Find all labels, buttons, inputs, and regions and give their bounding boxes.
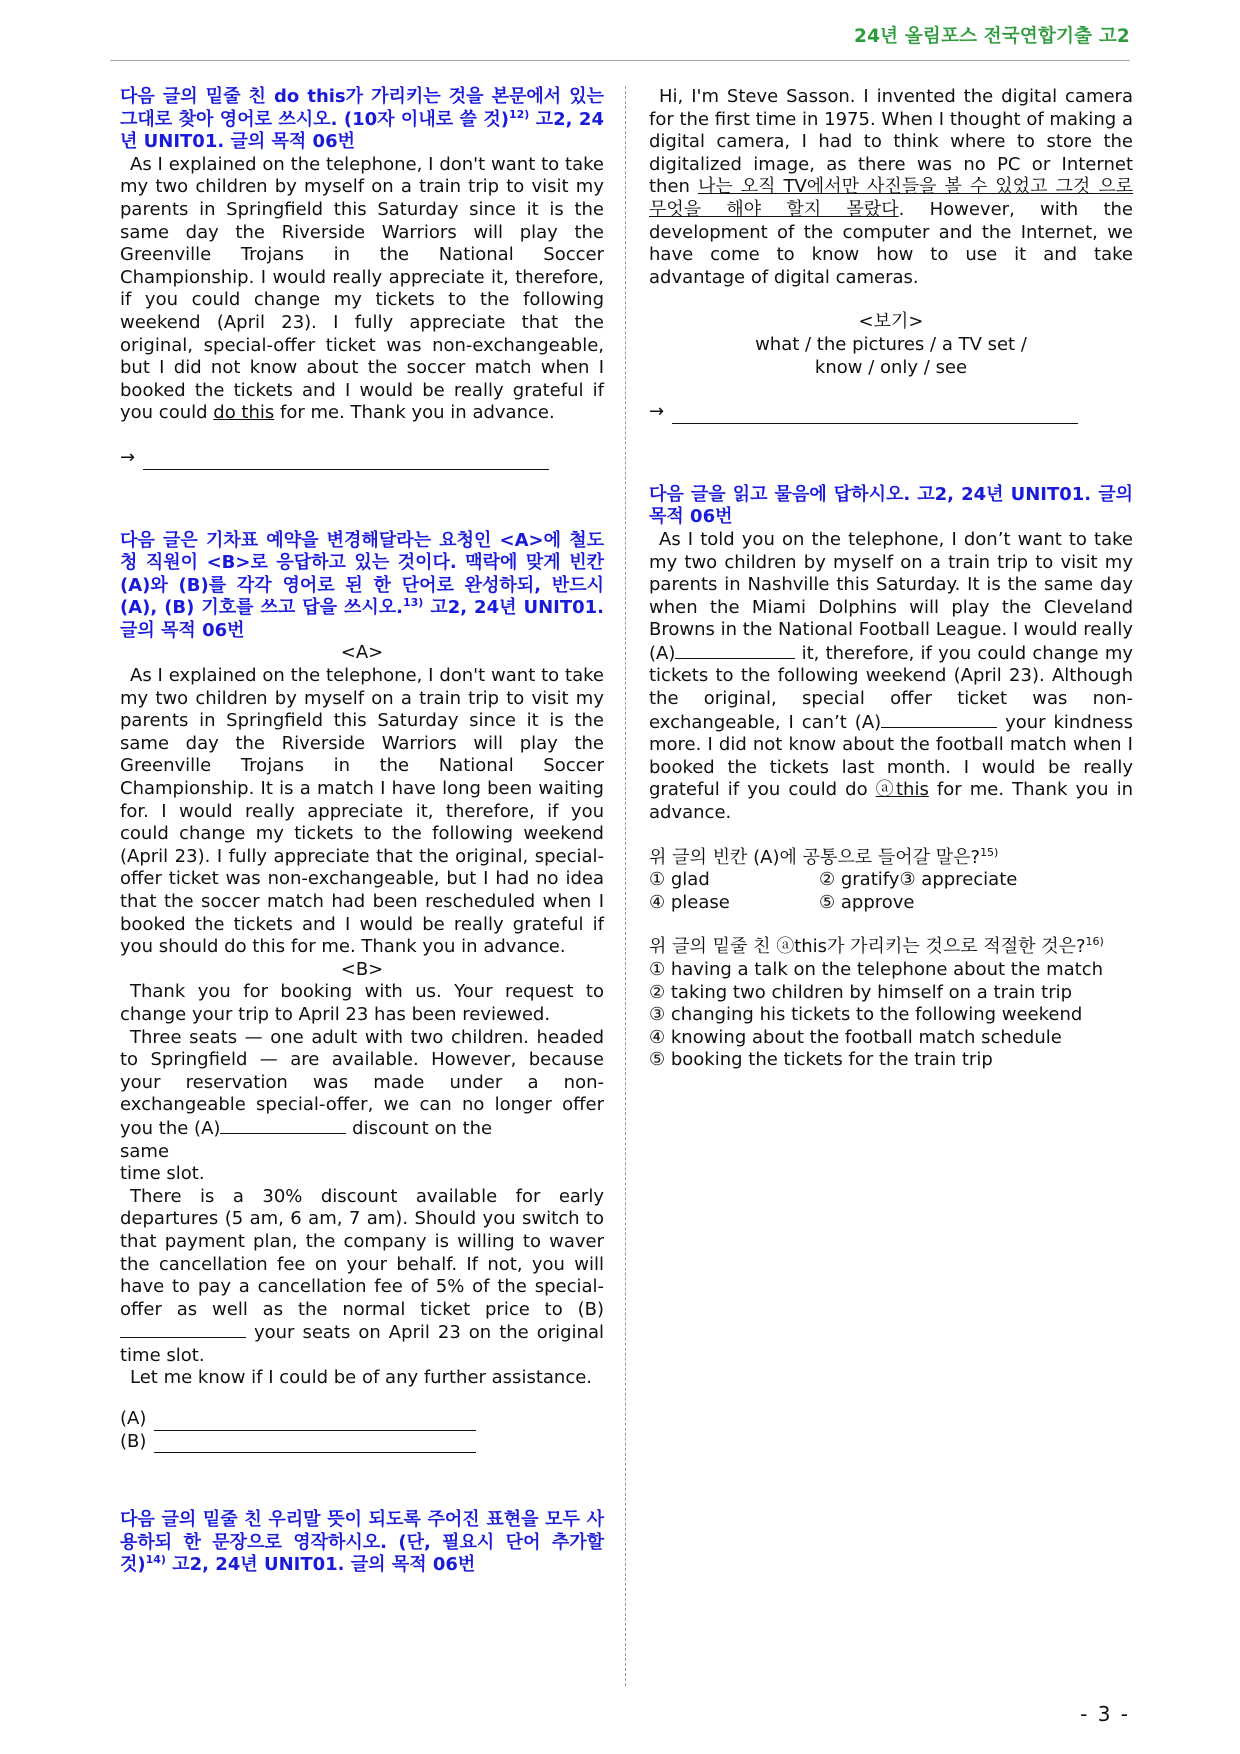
question-12-instruction: 다음 글의 밑줄 친 do this가 가리키는 것을 본문에서 있는 그대로 찾아 영어로 쓰시오. (10자 이내로 쓸 것)$^{12)}$ 고2, 24년 UNIT01. 글의 목적 06번: [120, 86, 604, 153]
option[interactable]: ② taking two children by himself on a train trip: [649, 981, 1073, 1003]
question-15-prompt: 위 글의 빈칸 (A)에 공통으로 들어갈 말은?$^{15)}$: [649, 845, 999, 868]
question-14-instruction: 다음 글의 밑줄 친 우리말 뜻이 되도록 주어진 표현을 모두 사용하되 한 문장으로 영작하시오. (단, 필요시 단어 추가할 것)$^{14)}$ 고2, 24년 UNIT01. 글의 목적 06번: [120, 1509, 604, 1576]
option[interactable]: ④ please: [649, 891, 730, 913]
question-13-answer-b[interactable]: (B): [120, 1431, 604, 1454]
blank-b: [120, 1321, 246, 1338]
footnote-marker: 13): [403, 596, 424, 610]
right-column: [649, 86, 1133, 1072]
option[interactable]: ⑤ approve: [819, 891, 915, 913]
answer-blank-a[interactable]: [154, 1416, 476, 1431]
passage-b-paragraph-3: There is a 30% discount available for early departures (5 am, 6 am, 7 am). Should you switch to that payment plan, the company is willing to waver the cancellation fee on your behalf. If not, you will have to pay a cancellation fee of 5% of the special-offer as well as the normal ticket price to (B) your seats on April 23 on the original time slot.: [120, 1185, 604, 1366]
answer-blank-b[interactable]: [154, 1438, 476, 1453]
underlined-korean-sentence: 나는 오직 TV에서만 사진들을 볼 수 있었고 그것 으로 무엇을 해야 할지 몰랐다: [649, 176, 1134, 220]
passage-a: As I explained on the telephone, I don't want to take my two children by myself on a train trip to visit my parents in Springfield this Saturday since it is the same day the Riverside Warriors will play the Greenville Trojans in the National Soccer Championship. It is a match I have long been waiting for. I would really appreciate it, therefore, if you could change my tickets to the following weekend (April 23). I fully appreciate that the original, special-offer ticket was non-exchangeable, but I had no idea that the soccer match had been rescheduled when I booked the tickets and I would be really grateful if you should do this for me. Thank you in advance.: [120, 665, 604, 958]
footnote-marker: 14): [145, 1553, 166, 1567]
question-14-answer-line[interactable]: [649, 401, 1133, 424]
column-divider: [625, 86, 626, 1686]
option[interactable]: ③ changing his tickets to the following weekend: [649, 1004, 1083, 1026]
blank-a-2: [881, 711, 997, 728]
question-15-instruction: 다음 글을 읽고 물음에 답하시오. 고2, 24년 UNIT01. 글의 목적 06번: [649, 483, 1133, 528]
blank-a-1: [675, 642, 795, 659]
answer-blank[interactable]: [143, 455, 549, 470]
left-column: [120, 86, 604, 1577]
question-15-passage: As I told you on the telephone, I don’t want to take my two children by myself on a train trip to visit my parents in Nashville this Saturday. It is the same day when the Miami Dolphins will play the Cleveland Browns in the National Football League. I would really (A) it, therefore, if you could change my tickets to the following weekend (April 23). Although the original, special offer ticket was non-exchangeable, I can’t (A) your kindness more. I did not know about the football match when I booked the tickets last month. I would be really grateful if you could do ⓐthis for me. Thank you in advance.: [649, 528, 1133, 824]
option[interactable]: ① having a talk on the telephone about the match: [649, 959, 1103, 980]
blank-a: [220, 1117, 346, 1134]
question-12-answer-line[interactable]: [120, 447, 604, 470]
arrow-icon: →: [649, 401, 665, 423]
question-16-options: [649, 959, 1133, 1072]
word-box-line-2: know / only / see: [814, 356, 968, 378]
passage-b-line-same: same: [120, 1140, 170, 1162]
footnote-marker: 16): [1085, 935, 1104, 949]
underlined-do-this: do this: [213, 402, 275, 424]
footnote-marker: 12): [508, 107, 530, 121]
question-13-answer-a[interactable]: (A): [120, 1408, 604, 1431]
page-number: - 3 -: [1080, 1702, 1130, 1727]
option[interactable]: ② gratify③ appreciate: [819, 869, 1018, 891]
passage-a-label: <A>: [340, 642, 384, 664]
question-12-passage: As I explained on the telephone, I don't want to take my two children by myself on a train trip to visit my parents in Springfield this Saturday since it is the same day the Riverside Warriors will play the Greenville Trojans in the National Soccer Championship. I would really appreciate it, therefore, if you could change my tickets to the following weekend (April 23). I fully appreciate that the original, special-offer ticket was non-exchangeable, but I did not know about the soccer match when I booked the tickets and I would be really grateful if you could do this for me. Thank you in advance.: [120, 153, 604, 424]
question-13-instruction: 다음 글은 기차표 예약을 변경해달라는 요청인 <A>에 철도청 직원이 <B>로 응답하고 있는 것이다. 맥락에 맞게 빈칸 (A)와 (B)를 각각 영어로 된 한 단어로 완성하되, 반드시 (A), (B) 기호를 쓰고 답을 쓰시오.$^{13)}$ 고2, 24년 UNIT01. 글의 목적 06번: [120, 529, 605, 641]
passage-b-line-time-slot: time slot.: [120, 1163, 205, 1185]
question-14-passage: Hi, I'm Steve Sasson. I invented the digital camera for the first time in 1975. When I thought of making a digital camera, I had to think where to store the digitalized image, as there was no PC or Internet then 나는 오직 TV에서만 사진들을 볼 수 있었고 그것 으로 무엇을 해야 할지 몰랐다. However, with the development of the computer and the Internet, we have come to know how to use it and take advantage of digital cameras.: [649, 86, 1134, 288]
word-box-line-1: what / the pictures / a TV set /: [755, 333, 1027, 355]
passage-b-paragraph-1: Thank you for booking with us. Your request to change your trip to April 23 has been reviewed.: [120, 981, 604, 1025]
word-box-title: <보기>: [858, 311, 924, 333]
header-divider: [110, 60, 1130, 61]
option[interactable]: ⑤ booking the tickets for the train trip: [649, 1049, 993, 1071]
option[interactable]: ④ knowing about the football match schedule: [649, 1026, 1062, 1048]
header-title: 24년 올림포스 전국연합기출 고2: [854, 26, 1130, 47]
question-15-options: [649, 869, 1133, 914]
answer-blank[interactable]: [672, 409, 1078, 424]
passage-b-paragraph-2: Three seats — one adult with two children. headed to Springfield — are available. However, because your reservation was made under a non-exchangeable special-offer, we can no longer offer you the (A) discount on the: [120, 1026, 604, 1139]
footnote-marker: 15): [980, 845, 999, 859]
question-16-prompt: 위 글의 밑줄 친 ⓐthis가 가리키는 것으로 적절한 것은?$^{16)}$: [649, 935, 1104, 958]
passage-b-paragraph-4: Let me know if I could be of any further assistance.: [130, 1367, 593, 1389]
underlined-this: ⓐthis: [875, 779, 929, 801]
passage-b-label: <B>: [340, 958, 384, 980]
arrow-icon: →: [120, 446, 136, 468]
option[interactable]: ① glad: [649, 869, 710, 891]
